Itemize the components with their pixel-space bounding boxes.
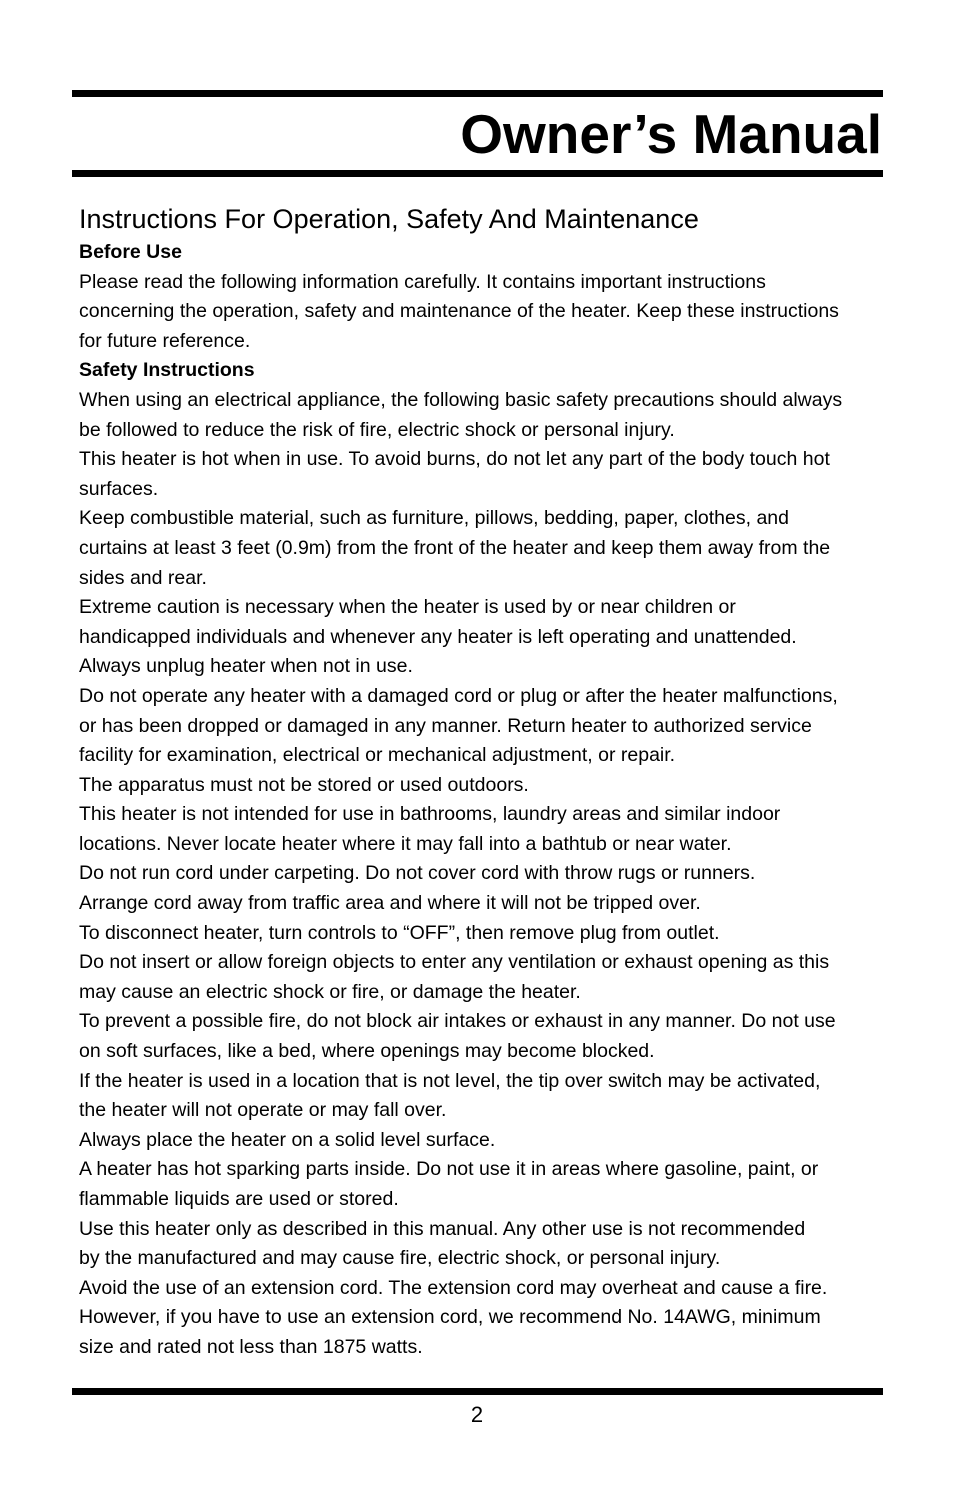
paragraph-line: surfaces. — [79, 477, 159, 500]
paragraph-line: facility for examination, electrical or mechanical adjustment, or repair. — [79, 744, 676, 767]
paragraph-line: When using an electrical appliance, the following basic safety precautions should always — [79, 388, 843, 411]
paragraph-line: Keep combustible material, such as furniture, pillows, bedding, paper, clothes, and — [79, 507, 789, 530]
header-top-rule — [72, 90, 883, 97]
paragraph-line: If the heater is used in a location that is not level, the tip over switch may be activated, — [79, 1069, 821, 1092]
paragraph-line: To prevent a possible fire, do not block air intakes or exhaust in any manner. Do not use — [79, 1010, 836, 1033]
paragraph-line: Please read the following information carefully. It contains important instructions — [79, 270, 766, 293]
section-heading: Safety Instructions — [79, 359, 255, 382]
paragraph-line: size and rated not less than 1875 watts. — [79, 1335, 423, 1358]
paragraph-line: for future reference. — [79, 329, 251, 352]
paragraph-line: on soft surfaces, like a bed, where openings may become blocked. — [79, 1040, 655, 1063]
paragraph-line: Always place the heater on a solid level surface. — [79, 1128, 496, 1151]
paragraph-line: Do not insert or allow foreign objects to enter any ventilation or exhaust opening as this — [79, 951, 830, 974]
paragraph-line: curtains at least 3 feet (0.9m) from the front of the heater and keep them away from the — [79, 536, 831, 559]
page-title: Owner’s Manual — [460, 103, 882, 165]
document-subtitle: Instructions For Operation, Safety And Maintenance — [79, 204, 699, 234]
paragraph-line: However, if you have to use an extension cord, we recommend No. 14AWG, minimum — [79, 1306, 821, 1329]
paragraph-line: To disconnect heater, turn controls to “OFF”, then remove plug from outlet. — [79, 921, 720, 944]
paragraph-line: This heater is hot when in use. To avoid burns, do not let any part of the body touch hot — [79, 448, 830, 471]
paragraph-line: Do not operate any heater with a damaged cord or plug or after the heater malfunctions, — [79, 684, 838, 707]
paragraph-line: sides and rear. — [79, 566, 207, 589]
paragraph-line: concerning the operation, safety and maintenance of the heater. Keep these instructions — [79, 300, 839, 323]
page-number: 2 — [470, 1402, 484, 1427]
paragraph-line: This heater is not intended for use in bathrooms, laundry areas and similar indoor — [79, 803, 781, 826]
paragraph-line: Avoid the use of an extension cord. The extension cord may overheat and cause a fire. — [79, 1276, 828, 1299]
document-body — [79, 200, 914, 1363]
paragraph-line: Extreme caution is necessary when the heater is used by or near children or — [79, 596, 736, 619]
paragraph-line: flammable liquids are used or stored. — [79, 1188, 399, 1210]
header-bottom-rule — [72, 170, 883, 177]
paragraph-line: Use this heater only as described in this manual. Any other use is not recommended — [79, 1217, 806, 1240]
paragraph-line: may cause an electric shock or fire, or damage the heater. — [79, 980, 581, 1003]
paragraph-line: The apparatus must not be stored or used outdoors. — [79, 773, 529, 796]
paragraph-line: locations. Never locate heater where it may fall into a bathtub or near water. — [79, 832, 732, 855]
paragraph-line: Do not run cord under carpeting. Do not cover cord with throw rugs or runners. — [79, 862, 756, 885]
footer-rule — [72, 1388, 883, 1395]
sections-container — [79, 238, 914, 1363]
paragraph-line: by the manufactured and may cause fire, electric shock, or personal injury. — [79, 1247, 721, 1270]
paragraph-line: Always unplug heater when not in use. — [79, 655, 413, 678]
section-heading: Before Use — [79, 241, 182, 263]
paragraph-line: be followed to reduce the risk of fire, electric shock or personal injury. — [79, 418, 675, 441]
paragraph-line: A heater has hot sparking parts inside. Do not use it in areas where gasoline, paint, or — [79, 1158, 819, 1181]
paragraph-line: or has been dropped or damaged in any manner. Return heater to authorized service — [79, 714, 812, 737]
paragraph-line: the heater will not operate or may fall over. — [79, 1099, 447, 1122]
paragraph-line: Arrange cord away from traffic area and where it will not be tripped over. — [79, 892, 701, 915]
paragraph-line: handicapped individuals and whenever any heater is left operating and unattended. — [79, 625, 797, 648]
